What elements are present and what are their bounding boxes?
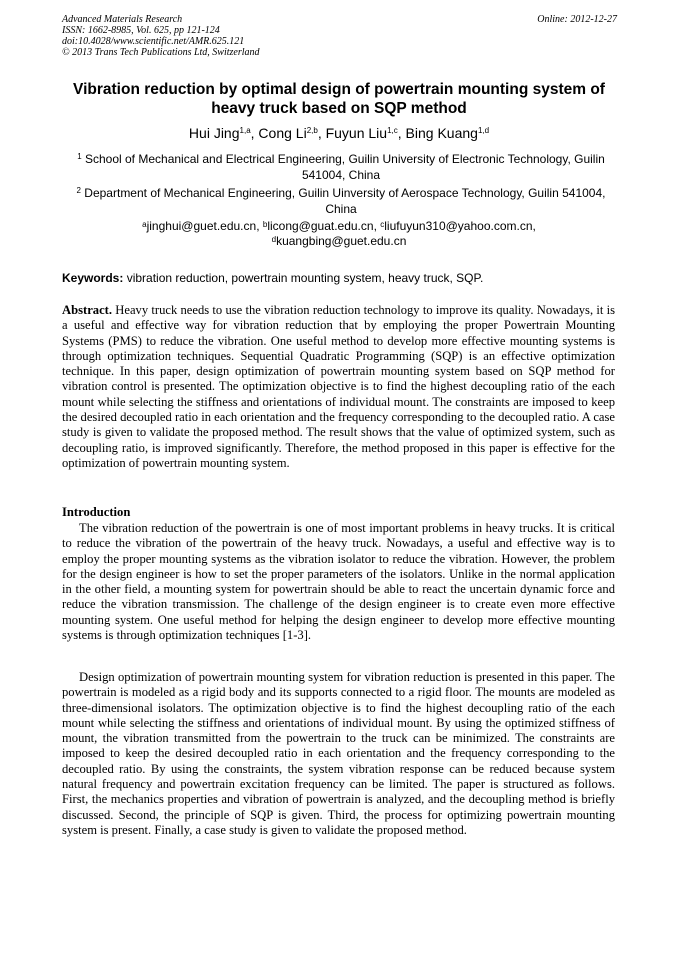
author-name: Cong Li xyxy=(258,125,307,141)
author-list: Hui Jing$^{1,a}$, Cong Li$^{2,b}$, Fuyun Liu$^{1,c}$, Bing Kuang$^{1,d}$ xyxy=(188,125,490,141)
email-link[interactable]: licong@guat.edu.cn, xyxy=(267,219,381,233)
journal-name: Advanced Materials Research xyxy=(62,14,183,25)
author-sup: 1,d xyxy=(477,126,490,135)
email-link[interactable]: jinghui@guet.edu.cn, xyxy=(146,219,263,233)
affiliation-2 xyxy=(62,185,620,217)
issn-line: ISSN: 1662-8985, Vol. 625, pp 121-124 xyxy=(62,25,220,36)
author-name: Bing Kuang xyxy=(405,125,478,141)
online-date: Online: 2012-12-27 xyxy=(537,14,617,25)
paper-title: Vibration reduction by optimal design of powertrain mounting system of heavy truck based on SQP method xyxy=(73,81,605,117)
affiliation-sup: 2 xyxy=(76,186,81,195)
email-link[interactable]: kuangbing@guet.edu.cn xyxy=(276,234,407,248)
email-list: $^a$jinghui@guet.edu.cn, $^b$licong@guat.edu.cn, $^c$liufuyun310@yahoo.com.cn, $^d$kuangbing@guet.edu.cn xyxy=(142,219,536,248)
author-name: Hui Jing xyxy=(188,125,240,141)
email-link[interactable]: liufuyun310@yahoo.com.cn, xyxy=(384,219,536,233)
affiliation-text: School of Mechanical and Electrical Engineering, Guilin University of Electronic Technology, Guilin 541004, China xyxy=(84,152,605,182)
affiliation-sup: 1 xyxy=(77,152,82,161)
intro-paragraph-2: Design optimization of powertrain mounting system for vibration reduction is presented in this paper. The powertrain is modeled as a rigid body and its supports connected to a rigid floor. The mounts are modeled as three-dimensional isolators. The optimization objective is to find the highest decoupling ratio of the each mount while selecting the stiffness and orientations of individual mount. By using the optimized stiffness of mount, the vibration transmitted from the powertrain to the truck can be minimized. The constraints are imposed to keep the desired decoupled ratio in each orientation and the frequency corresponding to the decoupled ratio. By using the constraints, the system vibration response can be reduced because system natural frequency and powertrain excitation frequency can be limited. The paper is structured as follows. First, the mechanics properties and vibration of powertrain is analyzed, and the decoupling method is briefly discussed. Second, the principle of SQP is given. Third, the process for optimizing powertrain mounting system is present. Finally, a case study is given to validate the proposed method. xyxy=(62,670,615,837)
abstract-label: Abstract. xyxy=(62,303,113,317)
section-heading-introduction: Introduction xyxy=(62,505,131,519)
keywords xyxy=(62,271,622,286)
affiliation-text: Department of Mechanical Engineering, Guilin Uinversity of Aerospace Technology, Guilin 541004, China xyxy=(84,186,606,216)
keywords-text: vibration reduction, powertrain mounting system, heavy truck, SQP. xyxy=(123,271,484,285)
journal-header xyxy=(62,14,617,58)
intro-paragraph-1: The vibration reduction of the powertrain is one of most important problems in heavy trucks. It is critical to reduce the vibration of the powertrain of the heavy truck. Nowadays, a useful and effective way is to employ the proper mounting systems as the vibration isolator to reduce the vibration. However, the problem for the design engineer is how to set the proper parameters of the isolators. Unlike in the normal application in the other field, a mounting system for powertrain should be able to react the uncertain dynamic force and reduce the vibration transmission. The challenge of the design engineer is to create even more effective mounting system. One useful method for helping the design engineer to develop more effective mounting systems is through optimization techniques [1-3]. xyxy=(62,521,615,643)
doi-line: doi:10.4028/www.scientific.net/AMR.625.121 xyxy=(62,36,245,47)
author-name: Fuyun Liu xyxy=(325,125,388,141)
copyright-line: © 2013 Trans Tech Publications Ltd, Switzerland xyxy=(62,47,260,58)
affiliation-1 xyxy=(62,151,620,183)
abstract xyxy=(62,303,615,471)
abstract-text: Heavy truck needs to use the vibration reduction technology to improve its quality. Nowadays, it is a useful and effective way for vibration reduction that by employing the proper Powertrain Mounting Systems (PMS) to reduce the vibration. One useful method to develop more effective mounting systems is through optimization techniques. Sequential Quadratic Programming (SQP) is an effective optimization technique. In this paper, design optimization of powertrain mounting system based on SQP method for vibration control is presented. The optimization objective is to find the highest decoupling ratio of the each mount while selecting the stiffness and orientations of individual mount. The constraints are imposed to keep the desired decoupled ratio in each orientation and the frequency corresponding to the decoupled ratio. A case study is given to validate the proposed method. The result shows that the value of optimized system, such as decoupling ratio, is improved significantly. Therefore, the method proposed in this paper is effective for the optimization of powertrain mounting system. xyxy=(62,303,615,470)
author-sup: 2,b xyxy=(306,126,318,135)
author-sup: 1,c xyxy=(387,126,398,135)
keywords-label: Keywords: xyxy=(62,271,124,285)
author-sup: 1,a xyxy=(239,126,251,135)
